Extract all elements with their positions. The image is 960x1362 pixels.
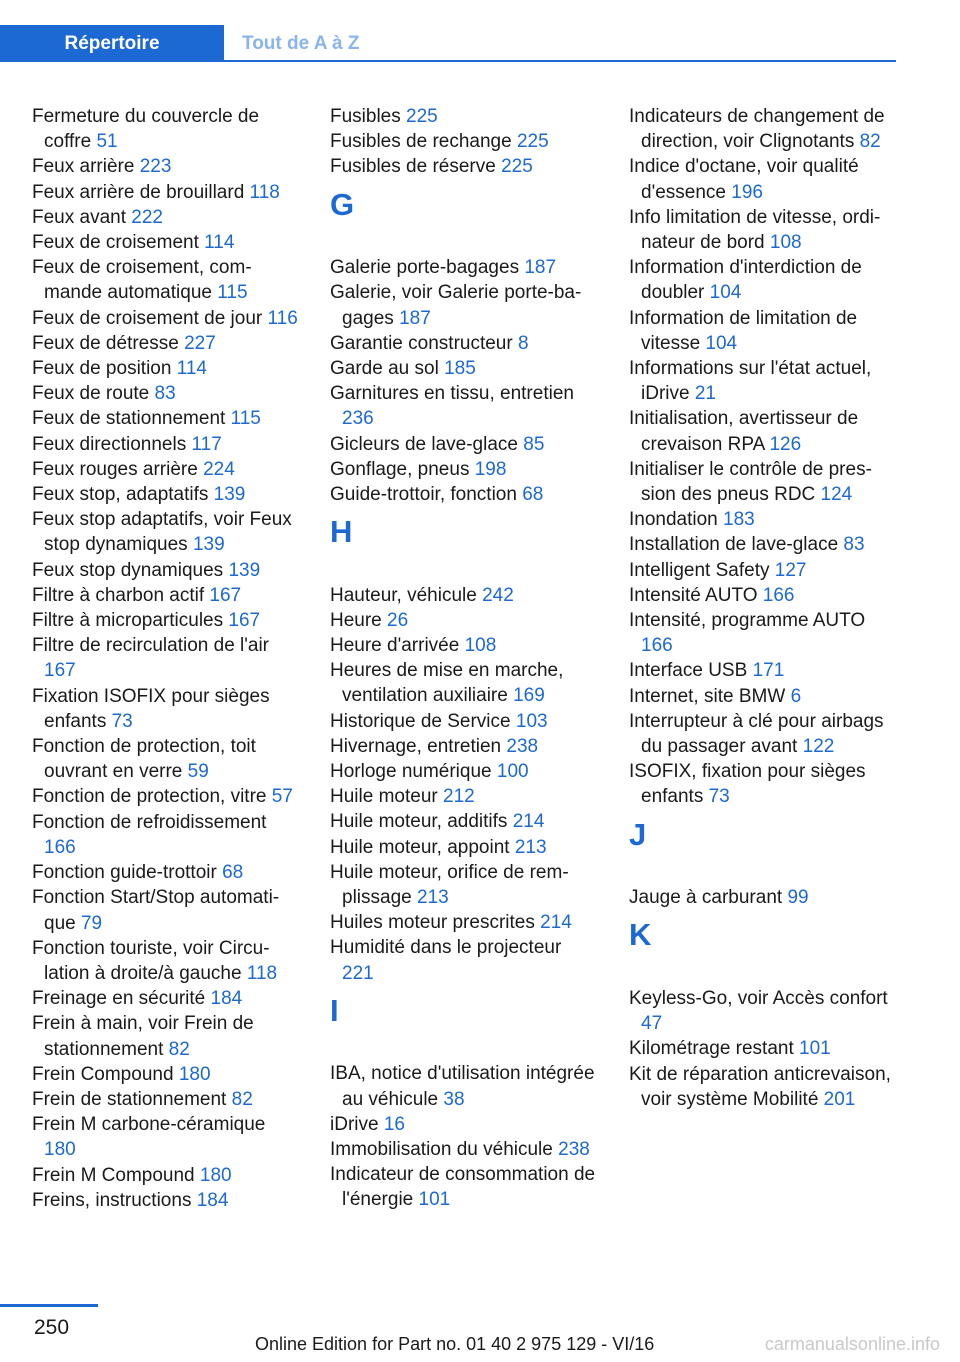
page-link[interactable]: 115: [230, 408, 261, 430]
page-link[interactable]: 238: [558, 1139, 590, 1160]
index-entry-text: Freinage en sécurité: [32, 988, 206, 1010]
index-entry: [629, 356, 897, 406]
index-entry-text: Jauge à carburant: [629, 887, 783, 909]
page-link[interactable]: 227: [184, 332, 216, 354]
page-link[interactable]: 126: [769, 433, 802, 455]
index-entry-text: Kilométrage restant: [629, 1038, 794, 1060]
page-link[interactable]: 16: [383, 1113, 405, 1135]
page-link[interactable]: 214: [512, 811, 545, 833]
index-entry-text: Feux stop dynamiques: [32, 559, 224, 581]
page-link[interactable]: 201: [823, 1088, 856, 1110]
page-link[interactable]: 139: [213, 484, 246, 506]
page-link[interactable]: 187: [524, 257, 557, 279]
index-entry-text: Kit de réparation anticrevaison, voir système Mobilité: [629, 1063, 891, 1110]
index-entry-text: Feux de croisement, commande automatique: [32, 257, 252, 304]
page-link[interactable]: 118: [246, 962, 278, 984]
index-entry: [330, 1137, 598, 1162]
index-entry: [32, 154, 300, 179]
page-link[interactable]: 108: [769, 232, 802, 254]
index-entry: [330, 583, 598, 608]
index-entry: [32, 1163, 300, 1188]
page-link[interactable]: 185: [444, 357, 476, 379]
index-entry-text: Garantie constructeur: [330, 332, 513, 354]
index-entry-text: Frein à main, voir Frein de stationnement: [32, 1013, 254, 1060]
page-link[interactable]: 196: [731, 181, 763, 203]
index-entry: [32, 558, 300, 583]
page-link[interactable]: 73: [111, 710, 133, 732]
index-entry-text: Feux stop adaptatifs, voir Feux stop dynamiques: [32, 509, 292, 556]
index-entry-text: Feux rouges arrière: [32, 458, 198, 480]
index-entry-text: Indicateurs de changement de direction, voir Clignotants: [629, 106, 885, 153]
index-entry-text: Information d'interdiction de doubler: [629, 257, 862, 304]
index-entry-text: Huile moteur: [330, 786, 438, 808]
index-entry: [32, 734, 300, 784]
index-entry: [32, 432, 300, 457]
index-column-2: [330, 104, 598, 1213]
page-link[interactable]: 187: [399, 307, 431, 329]
index-entry: [32, 356, 300, 381]
index-entry: [32, 482, 300, 507]
index-entry: [629, 684, 897, 709]
page-link[interactable]: 118: [249, 181, 280, 203]
index-entry: [32, 810, 300, 860]
tab-tout-de-a-a-z[interactable]: Tout de A à Z: [242, 32, 360, 54]
index-entry: [32, 331, 300, 356]
index-entry-text: Feux de croisement: [32, 232, 199, 254]
index-entry-text: Initialiser le contrôle de pression des pneus RDC: [629, 458, 872, 506]
page-link[interactable]: 59: [187, 761, 209, 783]
index-entry: [629, 406, 897, 456]
index-entry-text: Informations sur l'état actuel, iDrive: [629, 358, 872, 405]
index-entry: [330, 1162, 598, 1212]
section-letter: I: [330, 992, 339, 1028]
index-entry-text: Fonction touriste, voir Circulation à droite/à gauche: [32, 937, 270, 984]
index-entry-text: Huiles moteur prescrites: [330, 912, 535, 934]
page-link[interactable]: 26: [387, 609, 409, 631]
index-entry: [330, 633, 598, 658]
page-link[interactable]: 47: [641, 1013, 663, 1035]
page-link[interactable]: 238: [506, 735, 539, 757]
index-entry-text: Frein de stationnement: [32, 1088, 227, 1110]
page-link[interactable]: 224: [203, 458, 235, 480]
page-link[interactable]: 82: [168, 1038, 190, 1060]
index-entry: [629, 608, 897, 658]
page-link[interactable]: 212: [443, 786, 475, 808]
index-entry: [330, 129, 598, 154]
page-link[interactable]: 225: [516, 131, 549, 153]
index-entry: [32, 860, 300, 885]
page-link[interactable]: 8: [517, 332, 529, 354]
page-link[interactable]: 213: [514, 836, 547, 858]
index-entry-text: Heure: [330, 609, 382, 631]
index-entry-text: Galerie porte-bagages: [330, 257, 520, 279]
index-entry: [629, 306, 897, 356]
page-link[interactable]: 180: [44, 1139, 76, 1161]
index-entry-text: Fonction Start/Stop automatique: [32, 887, 280, 934]
index-entry: [629, 885, 897, 910]
index-entry: [629, 104, 897, 154]
index-entry: [330, 658, 598, 708]
watermark: carmanualsonline.info: [764, 1334, 940, 1354]
page-link[interactable]: 83: [154, 383, 176, 405]
index-entry-text: Hivernage, entretien: [330, 735, 502, 757]
index-entry-text: Fonction de refroidissement: [32, 811, 267, 833]
page-link[interactable]: 73: [708, 786, 730, 808]
index-entry: [330, 1112, 598, 1137]
index-entry-text: Feux de position: [32, 358, 172, 380]
section-letter: J: [629, 816, 647, 852]
index-entry-text: ISOFIX, fixation pour sièges enfants: [629, 761, 866, 808]
index-entry-text: Freins, instructions: [32, 1189, 192, 1211]
index-entry-text: Historique de Service: [330, 710, 511, 732]
index-entry: [32, 608, 300, 633]
index-entry: [330, 709, 598, 734]
page-link[interactable]: 101: [418, 1189, 451, 1211]
index-entry-text: Feux de stationnement: [32, 408, 226, 430]
index-entry-text: Interrupteur à clé pour airbags du passager avant: [629, 710, 884, 758]
index-entry: [330, 356, 598, 381]
index-entry: [32, 1011, 300, 1061]
page-link[interactable]: 83: [843, 534, 865, 556]
index-entry: [32, 633, 300, 683]
page-link[interactable]: 57: [271, 786, 293, 808]
index-entry: [330, 104, 598, 129]
index-entry-text: Installation de lave-glace: [629, 534, 839, 556]
page-link[interactable]: 82: [859, 131, 881, 153]
index-column-3: [629, 104, 897, 1112]
index-entry: [32, 784, 300, 809]
index-entry-text: Feux arrière: [32, 156, 135, 178]
index-entry: [629, 457, 897, 507]
page-link[interactable]: 213: [417, 887, 449, 909]
index-entry-text: Humidité dans le projecteur: [330, 937, 562, 959]
page-link[interactable]: 124: [820, 484, 853, 506]
index-entry: [32, 583, 300, 608]
index-entry-text: Feux de route: [32, 383, 150, 405]
page-link[interactable]: 108: [464, 635, 497, 657]
index-entry: [330, 432, 598, 457]
page-link[interactable]: 104: [709, 282, 742, 304]
index-entry: [629, 507, 897, 532]
index-entry: [629, 709, 897, 759]
index-entry: [330, 1061, 598, 1111]
index-entry: [32, 104, 300, 154]
index-entry: [629, 532, 897, 557]
index-entry-text: Huile moteur, appoint: [330, 836, 510, 858]
index-column-1: [32, 104, 300, 1213]
page-link[interactable]: 167: [209, 584, 242, 606]
page-link[interactable]: 184: [196, 1189, 229, 1211]
index-entry-text: Fonction guide-trottoir: [32, 862, 217, 884]
index-entry-text: Feux de croisement de jour: [32, 307, 263, 329]
index-entry: [629, 558, 897, 583]
index-entry-text: Feux de détresse: [32, 332, 179, 354]
page-link[interactable]: 167: [228, 610, 261, 632]
index-entry-text: Initialisation, avertisseur de crevaison RPA: [629, 408, 859, 455]
page-link[interactable]: 184: [210, 988, 243, 1010]
page-link[interactable]: 101: [799, 1038, 831, 1060]
page-link[interactable]: 169: [513, 685, 545, 707]
index-entry: [330, 608, 598, 633]
page-link[interactable]: 103: [515, 710, 548, 732]
index-entry: [330, 457, 598, 482]
index-entry-text: Horloge numérique: [330, 761, 492, 783]
index-entry-text: Intensité, programme AUTO: [629, 610, 866, 632]
page-link[interactable]: 115: [217, 282, 248, 304]
page-link[interactable]: 82: [231, 1088, 253, 1110]
index-entry: [32, 1087, 300, 1112]
index-entry-text: Keyless-Go, voir Accès confort: [629, 987, 888, 1009]
index-entry: [32, 255, 300, 305]
index-entry-text: Intensité AUTO: [629, 584, 758, 606]
index-entry-text: Galerie, voir Galerie porte-bagages: [330, 282, 582, 329]
index-entry-text: IBA, notice d'utilisation intégrée au véhicule: [330, 1063, 595, 1110]
index-entry-text: Huile moteur, additifs: [330, 811, 508, 833]
index-entry-text: Frein M carbone-céramique: [32, 1114, 266, 1136]
page-link[interactable]: 166: [641, 635, 673, 657]
index-entry-text: Fusibles: [330, 106, 401, 127]
index-entry: [330, 860, 598, 910]
index-entry: [330, 280, 598, 330]
index-entry: [32, 986, 300, 1011]
page-link[interactable]: 68: [222, 862, 244, 884]
index-entry: [330, 154, 598, 179]
index-entry-text: Fermeture du couvercle de coffre: [32, 106, 260, 153]
page-link[interactable]: 225: [406, 106, 438, 127]
tab-bar: [0, 25, 896, 62]
index-entry-text: Immobilisation du véhicule: [330, 1139, 553, 1160]
page-link[interactable]: 116: [267, 307, 298, 329]
index-entry-text: Filtre à microparticules: [32, 610, 224, 632]
index-entry: [330, 331, 598, 356]
index-entry: [330, 759, 598, 784]
index-entry: [330, 482, 598, 507]
index-entry: [32, 306, 300, 331]
index-entry-text: Interface USB: [629, 660, 748, 682]
index-entry-text: Huile moteur, orifice de remplissage: [330, 861, 569, 909]
index-entry: [32, 885, 300, 935]
index-entry-text: Garnitures en tissu, entretien: [330, 383, 574, 405]
page-link[interactable]: 100: [496, 761, 529, 783]
index-entry-text: Heure d'arrivée: [330, 635, 460, 657]
page-link[interactable]: 38: [443, 1088, 465, 1110]
page-link[interactable]: 114: [176, 358, 207, 380]
index-entry-text: Gonflage, pneus: [330, 458, 470, 480]
page-link[interactable]: 180: [178, 1063, 211, 1085]
index-entry-text: Filtre de recirculation de l'air: [32, 635, 269, 657]
page-link[interactable]: 171: [752, 660, 785, 682]
index-entry: [32, 205, 300, 230]
index-entry: [32, 230, 300, 255]
index-entry: [629, 154, 897, 204]
page-link[interactable]: 68: [522, 483, 544, 505]
page-link[interactable]: 85: [523, 433, 545, 455]
index-entry: [629, 1062, 897, 1112]
index-entry: [330, 734, 598, 759]
page-link[interactable]: 139: [228, 559, 261, 581]
index-entry-text: Internet, site BMW: [629, 685, 786, 707]
page-link[interactable]: 122: [802, 736, 835, 758]
section-letter: H: [330, 514, 353, 550]
index-entry: [330, 255, 598, 280]
page-link[interactable]: 198: [474, 458, 507, 480]
page-link[interactable]: 117: [191, 433, 222, 455]
index-entry: [32, 684, 300, 734]
index-entry-text: Feux arrière de brouillard: [32, 181, 245, 203]
tab-repertoire[interactable]: Répertoire: [0, 25, 224, 62]
page-link[interactable]: 79: [80, 912, 103, 934]
page-number: 250: [34, 1316, 70, 1339]
index-entry-text: Intelligent Safety: [629, 559, 770, 581]
page-link[interactable]: 180: [199, 1164, 232, 1186]
index-entry: [32, 457, 300, 482]
index-entry-text: Fonction de protection, vitre: [32, 786, 267, 808]
index-entry: [32, 406, 300, 431]
footer-rule: [0, 1304, 98, 1307]
page-link[interactable]: 167: [44, 660, 76, 682]
index-entry: [32, 1062, 300, 1087]
index-entry: [330, 835, 598, 860]
page-link[interactable]: 223: [139, 156, 172, 178]
index-entry: [330, 784, 598, 809]
index-entry: [629, 583, 897, 608]
index-entry: [330, 381, 598, 431]
index-entry-text: Info limitation de vitesse, ordinateur de bord: [629, 206, 881, 254]
page-link[interactable]: 242: [482, 584, 514, 606]
page-link[interactable]: 6: [790, 685, 802, 707]
index-entry-text: Hauteur, véhicule: [330, 584, 477, 606]
page-link[interactable]: 225: [501, 156, 533, 178]
index-entry: [629, 1036, 897, 1061]
page-link[interactable]: 214: [540, 912, 572, 934]
index-entry: [32, 180, 300, 205]
index-entry-text: Fixation ISOFIX pour sièges enfants: [32, 685, 270, 732]
page-link[interactable]: 127: [774, 559, 807, 581]
page-link[interactable]: 222: [131, 206, 163, 228]
index-entry-text: Heures de mise en marche, ventilation auxiliaire: [330, 660, 564, 707]
index-entry-text: Frein Compound: [32, 1063, 174, 1085]
index-entry-text: Gicleurs de lave-glace: [330, 433, 518, 455]
index-entry: [32, 1188, 300, 1213]
index-entry-text: Fusibles de réserve: [330, 156, 496, 178]
section-letter: G: [330, 186, 355, 222]
index-entry-text: Fusibles de rechange: [330, 131, 512, 153]
index-entry-text: Frein M Compound: [32, 1164, 195, 1186]
page-link[interactable]: 21: [694, 383, 716, 405]
page-link[interactable]: 114: [204, 232, 235, 254]
index-entry-text: Feux directionnels: [32, 433, 187, 455]
page-link[interactable]: 166: [44, 836, 76, 858]
index-entry: [32, 381, 300, 406]
page-link[interactable]: 166: [762, 584, 795, 606]
index-entry: [32, 1112, 300, 1162]
index-entry-text: Guide-trottoir, fonction: [330, 483, 517, 505]
index-entry-text: Fonction de protection, toit ouvrant en verre: [32, 736, 256, 783]
index-entry: [629, 986, 897, 1036]
edition-note: Online Edition for Part no. 01 40 2 975 129 - VI/16: [255, 1334, 655, 1354]
index-entry-text: Feux stop, adaptatifs: [32, 484, 209, 506]
page-link[interactable]: 221: [342, 962, 374, 984]
page-link[interactable]: 104: [705, 332, 738, 354]
index-entry: [629, 759, 897, 809]
index-entry-text: Feux avant: [32, 206, 126, 228]
page-link[interactable]: 236: [342, 408, 374, 430]
index-entry-text: Indice d'octane, voir qualité d'essence: [629, 156, 859, 203]
index-entry: [32, 936, 300, 986]
index-entry-text: iDrive: [330, 1113, 379, 1135]
index-entry-text: Information de limitation de vitesse: [629, 307, 858, 354]
section-letter: K: [629, 917, 652, 953]
index-entry-text: Garde au sol: [330, 357, 439, 379]
page-link[interactable]: 183: [723, 509, 755, 531]
index-entry: [629, 205, 897, 255]
index-entry: [629, 255, 897, 305]
index-entry: [330, 935, 598, 985]
page-link[interactable]: 139: [192, 534, 225, 556]
page-link[interactable]: 51: [96, 131, 118, 153]
index-entry-text: Filtre à charbon actif: [32, 584, 205, 606]
index-entry: [330, 910, 598, 935]
page-link[interactable]: 99: [787, 887, 809, 909]
index-entry: [330, 809, 598, 834]
index-entry: [629, 658, 897, 683]
index-entry-text: Indicateur de consommation de l'énergie: [330, 1164, 596, 1211]
index-entry: [32, 507, 300, 557]
index-entry-text: Inondation: [629, 509, 718, 531]
